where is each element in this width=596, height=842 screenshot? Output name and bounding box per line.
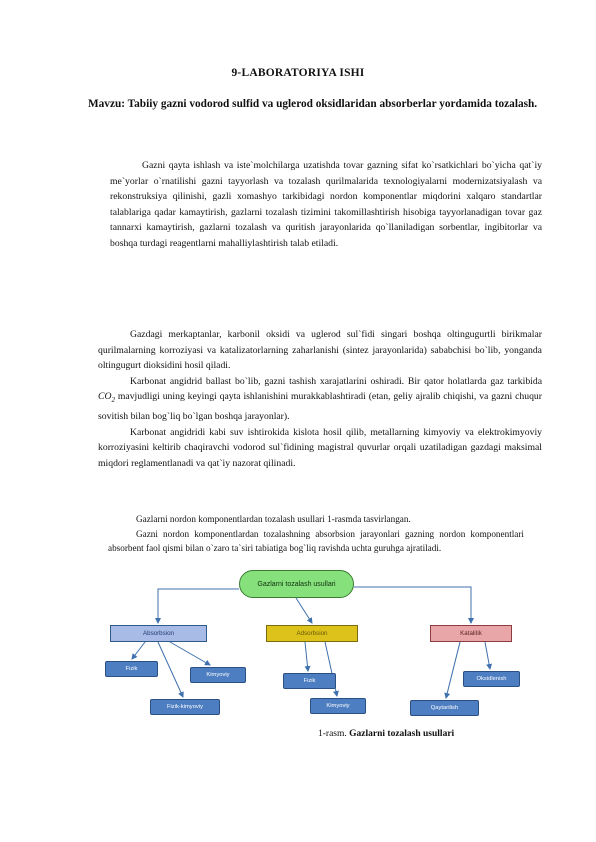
leaf-adsorbsion-kimyoviy: Kimyoviy	[310, 698, 366, 714]
caption-prefix: 1-rasm.	[318, 729, 347, 739]
connector-absorbsion-kimyoviy	[170, 642, 210, 665]
leaf-adsorbsion-fizik: Fizik	[283, 673, 336, 689]
formula-base: CO	[98, 391, 112, 403]
paragraph-2b-after: mavjudligi uning keyingi qayta ishlanishini murakkablashtiradi (etan, geliy ajralib chiqishi, va gazni chuqur sovitish bilan bog`liq bo`lgan boshqa jarayonlar).	[98, 391, 542, 422]
diagram-root-node: Gazlarni tozalash usullari	[239, 570, 354, 598]
category-adsorbsion: Adsorbsion	[266, 625, 358, 642]
caption-text: Gazlarni tozalash usullari	[349, 729, 455, 739]
connector-katalitik-qaytarilish	[446, 642, 460, 698]
connector-katalitik-oksidlenish	[485, 642, 490, 669]
connector-absorbsion-fizik-kimyoviy	[158, 642, 183, 697]
connector-absorbsion-fizik	[132, 642, 145, 659]
leaf-absorbsion-fizik: Fizik	[105, 661, 158, 677]
leaf-absorbsion-kimyoviy: Kimyoviy	[190, 667, 246, 683]
figure-caption	[318, 729, 538, 739]
paragraph-2b-before: Karbonat angidrid ballast bo`lib, gazni tashish xarajatlarini oshiradi. Bir qator holatlarda gaz tarkibida	[130, 375, 542, 387]
document-title: 9-LABORATORIYA ISHI	[231, 67, 365, 79]
leaf-katalitik-oksidlenish: Oksidlenish	[463, 671, 520, 687]
connector-adsorbsion-fizik	[305, 642, 308, 671]
connector-root-adsorbsion	[296, 598, 312, 623]
category-katalitik: Katalitik	[430, 625, 512, 642]
paragraph-1: Gazni qayta ishlash va iste`molchilarga uzatishda tovar gazning sifat ko`rsatkichlari bo`yicha qat`iy me`yorlar o`rnatilishi gazni tayyorlash va tozalash qurilmalarida texnologiyalarni modernizatsiyalash va rekonstruksiya qilinishi, gazli xomashyo tarkibidagi nordon komponentlar miqdorini xalqaro standartlar talablariga qadar kamaytirish, gazlarni tozalash tizimini takomillashtirish hisobiga tayyorlanadigan tovar gaz tannarxi kamaytirish, gazlarni tozalash va quritish jarayonlarida qo`llaniladigan sorbentlar, ingibitorlar va boshqa turdagi reagentlarni mahalliylashtirish talab etiladi.	[110, 160, 542, 249]
leaf-katalitik-qaytarilish: Qaytarilish	[410, 700, 479, 716]
leaf-absorbsion-fizik-kimyoviy: Fizik-kimyoviy	[150, 699, 220, 715]
document-subject: Mavzu: Tabiiy gazni vodorod sulfid va uglerod oksidlaridan absorberlar yordamida tozalash.	[88, 98, 538, 110]
paragraph-3b: Gazni nordon komponentlardan tozalashning absorbsion jarayonlari gazning nordon komponentlari absorbent faol qismi bilan o`zaro ta`siri tabiatiga bog`liq ravishda uchta guruhga ajratiladi.	[108, 528, 524, 554]
category-absorbsion: Absorbsion	[110, 625, 207, 642]
formula-subscript: 2	[111, 396, 115, 405]
connector-root-absorbsion	[158, 589, 239, 623]
paragraph-3a: Gazlarni nordon komponentlardan tozalash usullari 1-rasmda tasvirlangan.	[136, 514, 411, 524]
paragraph-2c: Karbonat angidridi kabi suv ishtirokida kislota hosil qilib, metallarning kimyoviy va elektrokimyoviy korroziyasini keltirib chaqiravchi vodorod sul`fidining magistral quvurlar orqali uzatiladigan gazdagi maksimal miqdori reglamentlanadi va qat`iy nazorat qilinadi.	[98, 426, 542, 469]
paragraph-2a: Gazdagi merkaptanlar, karbonil oksidi va uglerod sul`fidi singari boshqa oltingugurtli birikmalar qurilmalarning korroziyasi va katalizatorlarning zaharlanishi (sintez jarayonlarida) sababchisi bo`lib, yonganda oltingugurt dioksidini hosil qiladi.	[98, 329, 542, 372]
connector-root-katalitik	[354, 587, 471, 623]
